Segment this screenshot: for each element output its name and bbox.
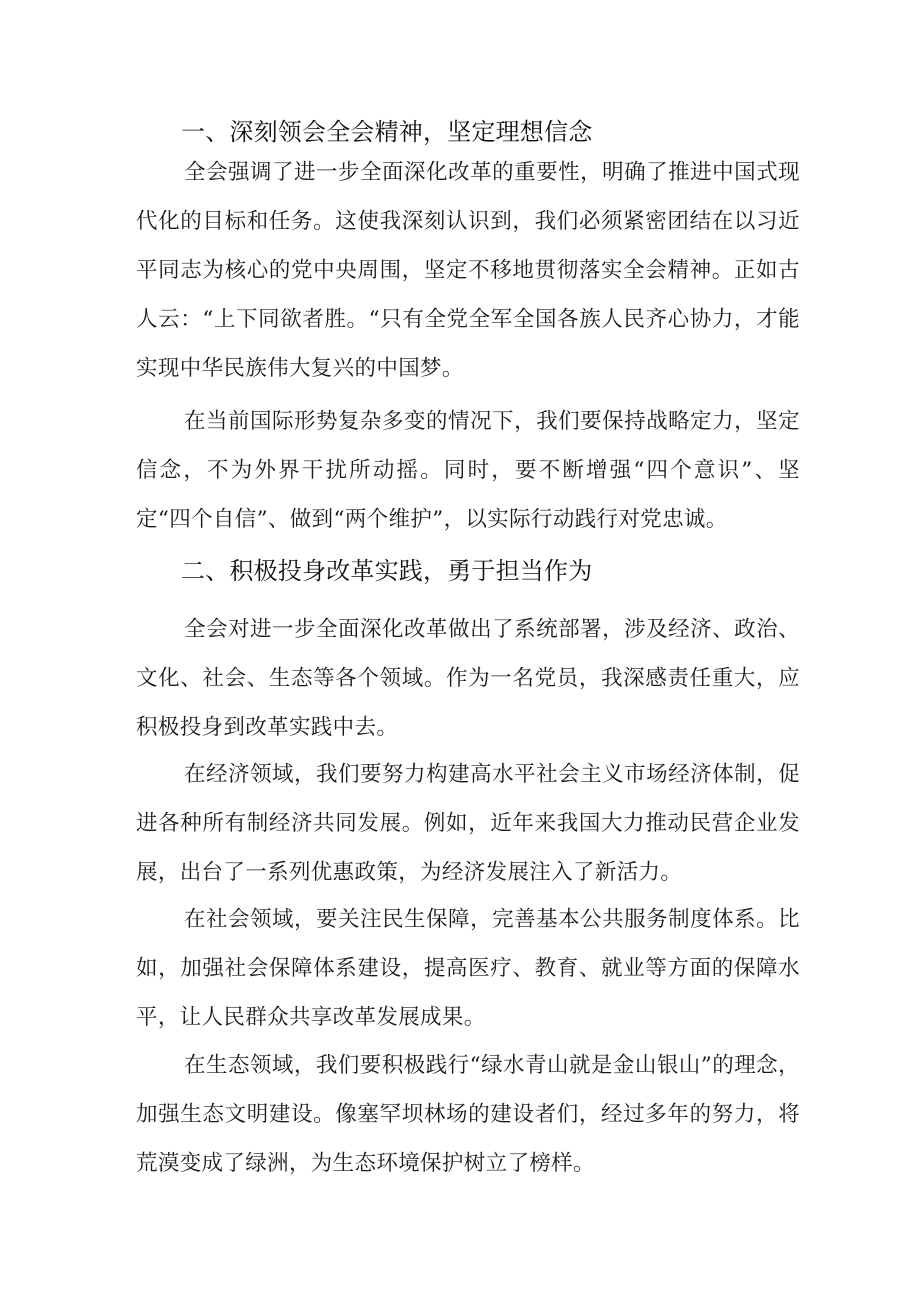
- paragraph-1-2: 在当前国际形势复杂多变的情况下，我们要保持战略定力，坚定信念，不为外界干扰所动摇。同时，要不断增强“四个意识”、坚定“四个自信”、做到“两个维护”，以实际行动践行对党忠诚。: [136, 409, 800, 532]
- paragraph-2-3: 在社会领域，要关注民生保障，完善基本公共服务制度体系。比如，加强社会保障体系建设，提高医疗、教育、就业等方面的保障水平，让人民群众共享改革发展成果。: [136, 907, 800, 1030]
- paragraph-2-4: 在生态领域，我们要积极践行“绿水青山就是金山银山”的理念，加强生态文明建设。像塞罕坝林场的建设者们，经过多年的努力，将荒漠变成了绿洲，为生态环境保护树立了榜样。: [136, 1053, 800, 1176]
- paragraph-1-1: 全会强调了进一步全面深化改革的重要性，明确了推进中国式现代化的目标和任务。这使我深刻认识到，我们必须紧密团结在以习近平同志为核心的党中央周围，坚定不移地贯彻落实全会精神。正如古人云：“上下同欲者胜。“只有全党全军全国各族人民齐心协力，才能实现中华民族伟大复兴的中国梦。: [136, 160, 800, 381]
- paragraph-2-2: 在经济领域，我们要努力构建高水平社会主义市场经济体制，促进各种所有制经济共同发展。例如，近年来我国大力推动民营企业发展，出台了一系列优惠政策，为经济发展注入了新活力。: [136, 762, 800, 885]
- section-heading-2: 二、积极投身改革实践，勇于担当作为: [181, 557, 593, 585]
- section-heading-1: 一、深刻领会全会精神，坚定理想信念: [181, 118, 593, 146]
- paragraph-2-1: 全会对进一步全面深化改革做出了系统部署，涉及经济、政治、文化、社会、生态等各个领域。作为一名党员，我深感责任重大，应积极投身到改革实践中去。: [136, 617, 800, 740]
